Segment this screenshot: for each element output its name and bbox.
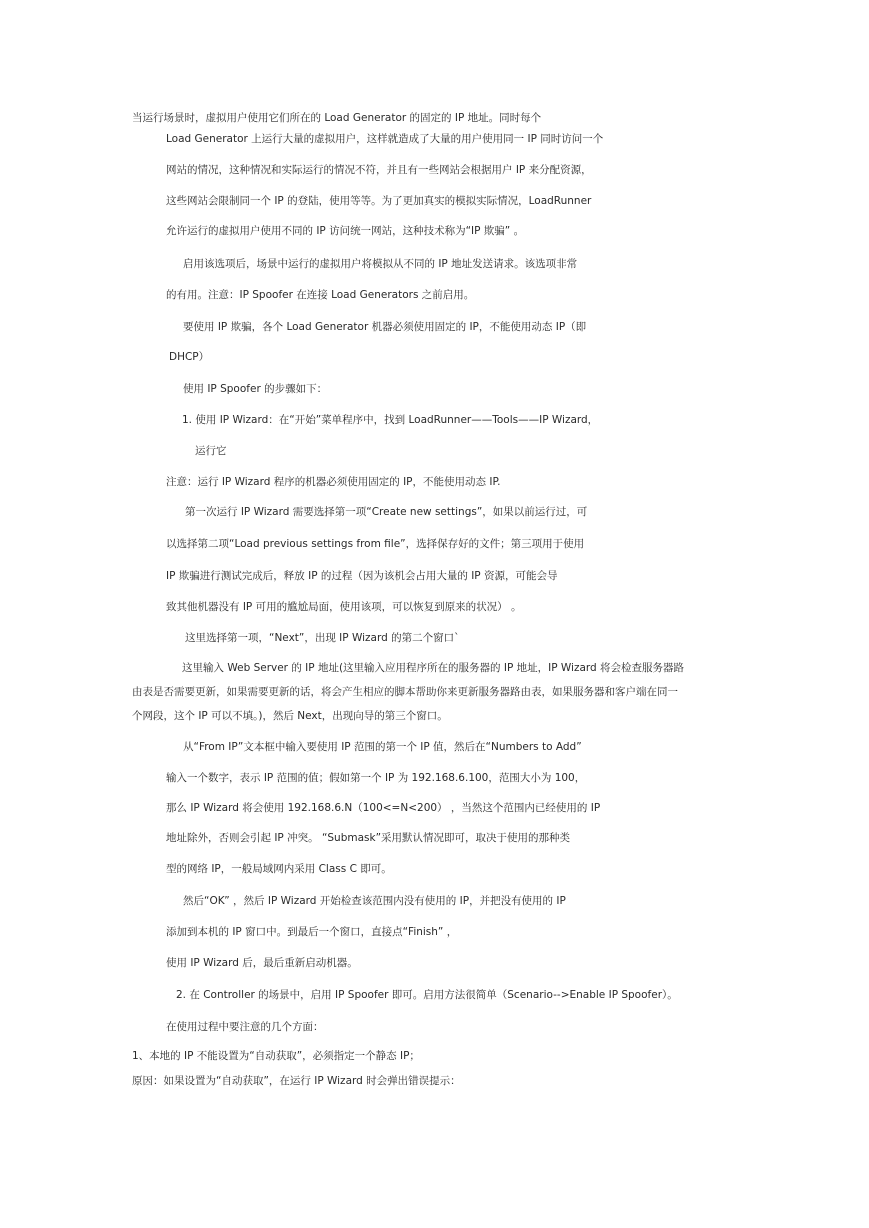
text-line: 使用 IP Spoofer 的步骤如下： [183, 383, 328, 395]
text-line: 然后“OK” ，然后 IP Wizard 开始检查该范围内没有使用的 IP，并把没有使用的 IP [183, 895, 566, 907]
text-line: 型的网络 IP，一般局域网内采用 Class C 即可。 [166, 863, 392, 875]
text-line: 这里输入 Web Server 的 IP 地址(这里输入应用程序所在的服务器的 IP 地址，IP Wizard 将会检查服务器路 [182, 662, 685, 674]
text-line: 致其他机器没有 IP 可用的尴尬局面，使用该项，可以恢复到原来的状况） 。 [166, 601, 522, 613]
text-line: 当运行场景时，虚拟用户使用它们所在的 Load Generator 的固定的 IP 地址。同时每个 [132, 112, 542, 124]
text-line: 要使用 IP 欺骗，各个 Load Generator 机器必须使用固定的 IP，不能使用动态 IP（即 [183, 321, 587, 333]
text-line: 个网段，这个 IP 可以不填。)，然后 Next，出现向导的第三个窗口。 [132, 710, 448, 722]
text-line: 那么 IP Wizard 将会使用 192.168.6.N（100<=N<200） ，当然这个范围内已经使用的 IP [166, 802, 601, 814]
text-line: 的有用。注意：IP Spoofer 在连接 Load Generators 之前启用。 [166, 289, 475, 301]
text-line: 启用该选项后，场景中运行的虚拟用户将模拟从不同的 IP 地址发送请求。该选项非常 [183, 258, 578, 270]
text-line: 运行它 [195, 445, 227, 457]
text-line: 注意：运行 IP Wizard 程序的机器必须使用固定的 IP，不能使用动态 IP. [166, 476, 501, 488]
text-line: DHCP） [169, 351, 210, 363]
text-line: 第一次运行 IP Wizard 需要选择第一项“Create new settings”，如果以前运行过，可 [185, 506, 588, 518]
text-line: Load Generator 上运行大量的虚拟用户，这样就造成了大量的用户使用同一 IP 同时访问一个 [166, 133, 604, 145]
text-line: 在使用过程中要注意的几个方面： [166, 1021, 324, 1033]
text-line: 添加到本机的 IP 窗口中。到最后一个窗口，直接点“Finish” ， [166, 926, 458, 938]
text-line: 从“From IP”文本框中输入要使用 IP 范围的第一个 IP 值，然后在“Numbers to Add” [183, 741, 582, 753]
text-line: 地址除外，否则会引起 IP 冲突。 “Submask”采用默认情况即可，取决于使用的那种类 [166, 832, 571, 844]
text-line: 网站的情况，这种情况和实际运行的情况不符，并且有一些网站会根据用户 IP 来分配资源， [166, 164, 592, 176]
text-line: 这里选择第一项，“Next”，出现 IP Wizard 的第二个窗口` [185, 632, 460, 644]
text-line: 允许运行的虚拟用户使用不同的 IP 访问统一网站，这种技术称为“IP 欺骗” 。 [166, 225, 525, 237]
text-line: IP 欺骗进行测试完成后，释放 IP 的过程（因为该机会占用大量的 IP 资源，可能会导 [166, 570, 558, 582]
text-line: 输入一个数字，表示 IP 范围的值；假如第一个 IP 为 192.168.6.100，范围大小为 100， [166, 772, 586, 784]
text-line: 使用 IP Wizard 后，最后重新启动机器。 [166, 957, 358, 969]
text-line: 以选择第二项“Load previous settings from file”，选择保存好的文件；第三项用于使用 [166, 538, 585, 550]
text-line: 1、本地的 IP 不能设置为“自动获取”，必须指定一个静态 IP； [132, 1050, 420, 1062]
text-line: 1. 使用 IP Wizard：在“开始”菜单程序中，找到 LoadRunner——Tools——IP Wizard， [182, 414, 599, 426]
text-line: 2. 在 Controller 的场景中，启用 IP Spoofer 即可。启用方法很简单（Scenario-->Enable IP Spoofer）。 [176, 989, 678, 1001]
text-line: 由表是否需要更新，如果需要更新的话，将会产生相应的脚本帮助你来更新服务器路由表，如果服务器和客户端在同一 [132, 686, 678, 698]
text-line: 这些网站会限制同一个 IP 的登陆，使用等等。为了更加真实的模拟实际情况，LoadRunner [166, 195, 592, 207]
text-line: 原因：如果设置为“自动获取”，在运行 IP Wizard 时会弹出错误提示： [132, 1075, 461, 1087]
